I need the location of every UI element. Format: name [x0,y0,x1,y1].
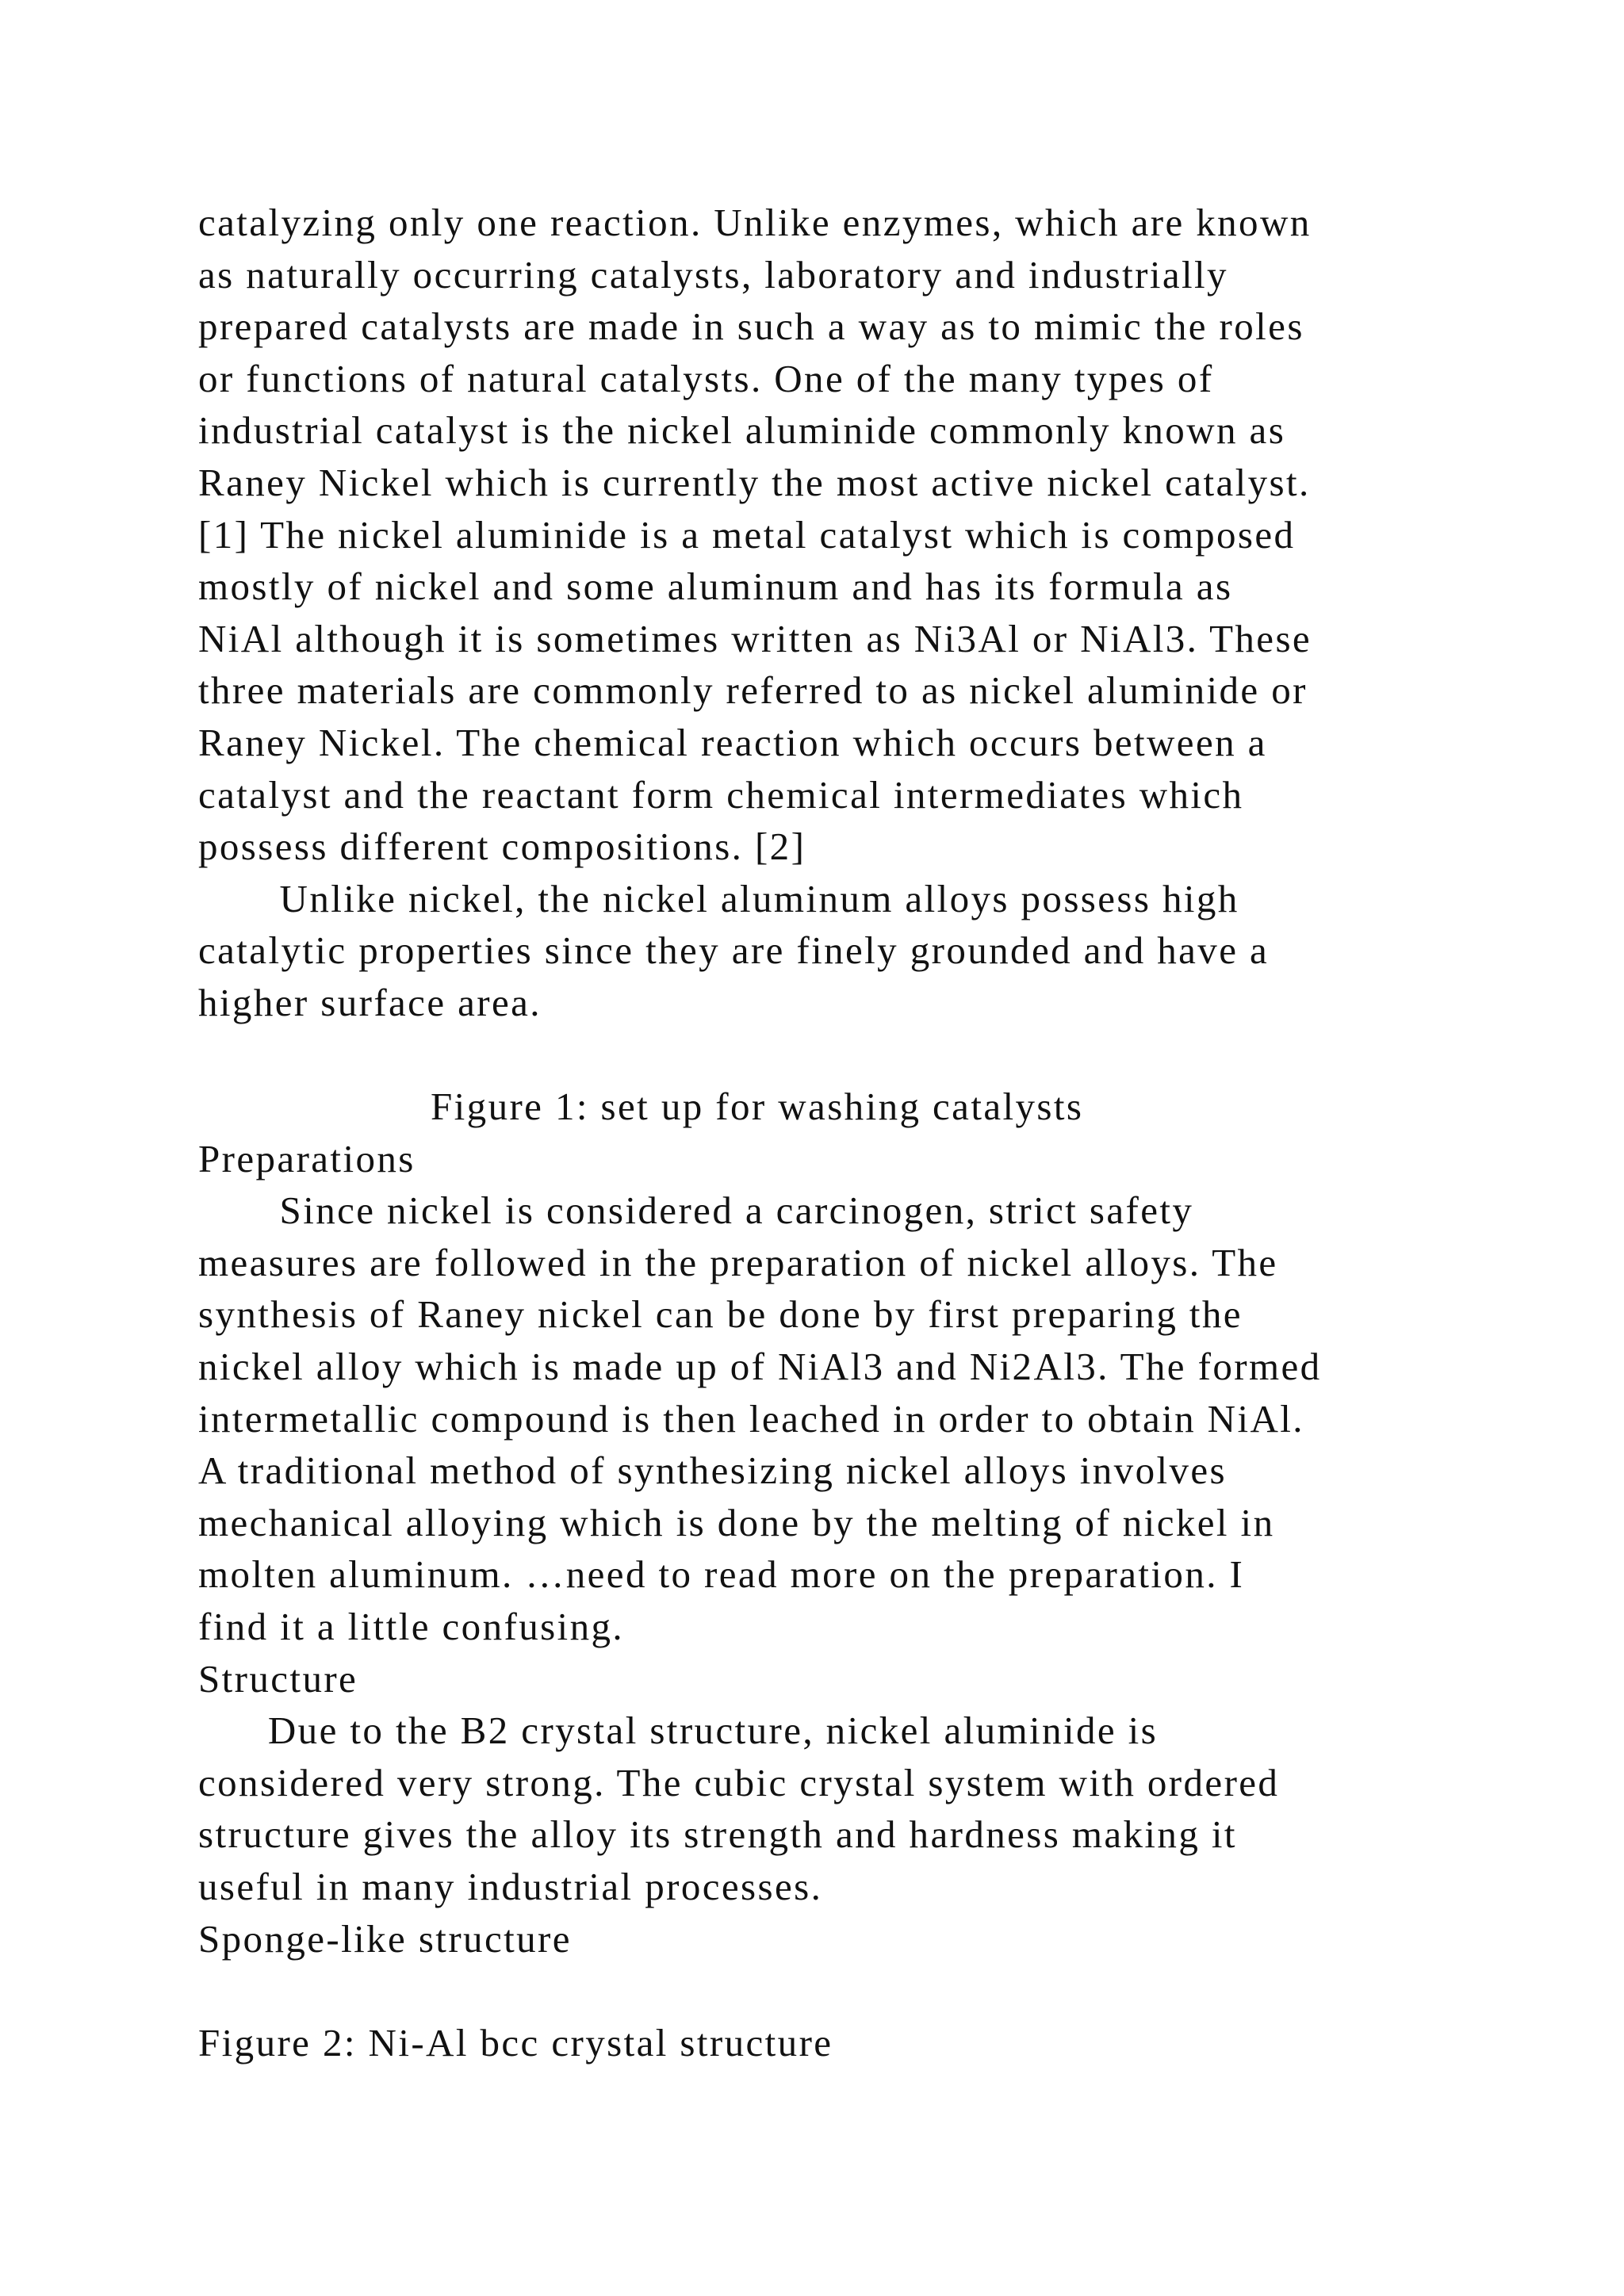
text-line: mostly of nickel and some aluminum and has its formula as [198,564,1233,609]
paragraph-start-line: Due to the B2 crystal structure, nickel aluminide is [198,1709,1159,1753]
text-line: considered very strong. The cubic crystal system with ordered [198,1760,1280,1804]
document-body [198,197,1515,2068]
text-line: industrial catalyst is the nickel aluminide commonly known as [198,408,1286,453]
text-line: structure gives the alloy its strength and hardness making it [198,1812,1237,1857]
text-line: molten aluminum. …need to read more on the preparation. I [198,1552,1245,1597]
paragraph-start-line: Since nickel is considered a carcinogen, strict safety [198,1188,1194,1233]
text-line: catalyzing only one reaction. Unlike enzymes, which are known [198,201,1312,244]
text-line: possess different compositions. [2] [198,825,806,869]
text-line: measures are followed in the preparation of nickel alloys. The [198,1240,1278,1284]
text-line: mechanical alloying which is done by the melting of nickel in [198,1500,1275,1544]
text-line: catalyst and the reactant form chemical intermediates which [198,772,1244,817]
section-heading-structure: Structure [198,1656,358,1701]
text-line: three materials are commonly referred to as nickel aluminide or [198,668,1308,713]
text-line: nickel alloy which is made up of NiAl3 and Ni2Al3. The formed [198,1345,1322,1389]
figure-1-caption: Figure 1: set up for washing catalysts [198,1085,1084,1129]
text-line: catalytic properties since they are finely grounded and have a [198,928,1270,973]
subheading-sponge-like-structure: Sponge-like structure [198,1916,572,1961]
text-line: useful in many industrial processes. [198,1865,823,1908]
text-line: find it a little confusing. [198,1605,625,1649]
text-line: or functions of natural catalysts. One of the many types of [198,356,1214,400]
figure-2-caption: Figure 2: Ni-Al bcc crystal structure [198,2020,833,2064]
text-line: prepared catalysts are made in such a way as to mimic the roles [198,304,1304,349]
text-line: [1] The nickel aluminide is a metal catalyst which is composed [198,512,1296,557]
text-line: NiAl although it is sometimes written as Ni3Al or NiAl3. These [198,616,1312,660]
blank-line [198,1029,1515,1081]
text-line: intermetallic compound is then leached in order to obtain NiAl. [198,1396,1304,1441]
text-line: as naturally occurring catalysts, laboratory and industrially [198,252,1228,297]
section-heading-preparations: Preparations [198,1136,416,1181]
text-line: higher surface area. [198,980,542,1024]
text-line: Raney Nickel. The chemical reaction which occurs between a [198,720,1267,764]
blank-line [198,1965,1515,2017]
paragraph-start-line: Unlike nickel, the nickel aluminum alloys possess high [198,876,1239,920]
text-line: A traditional method of synthesizing nickel alloys involves [198,1448,1227,1493]
text-line: Raney Nickel which is currently the most active nickel catalyst. [198,460,1311,504]
text-line: synthesis of Raney nickel can be done by first preparing the [198,1292,1243,1337]
